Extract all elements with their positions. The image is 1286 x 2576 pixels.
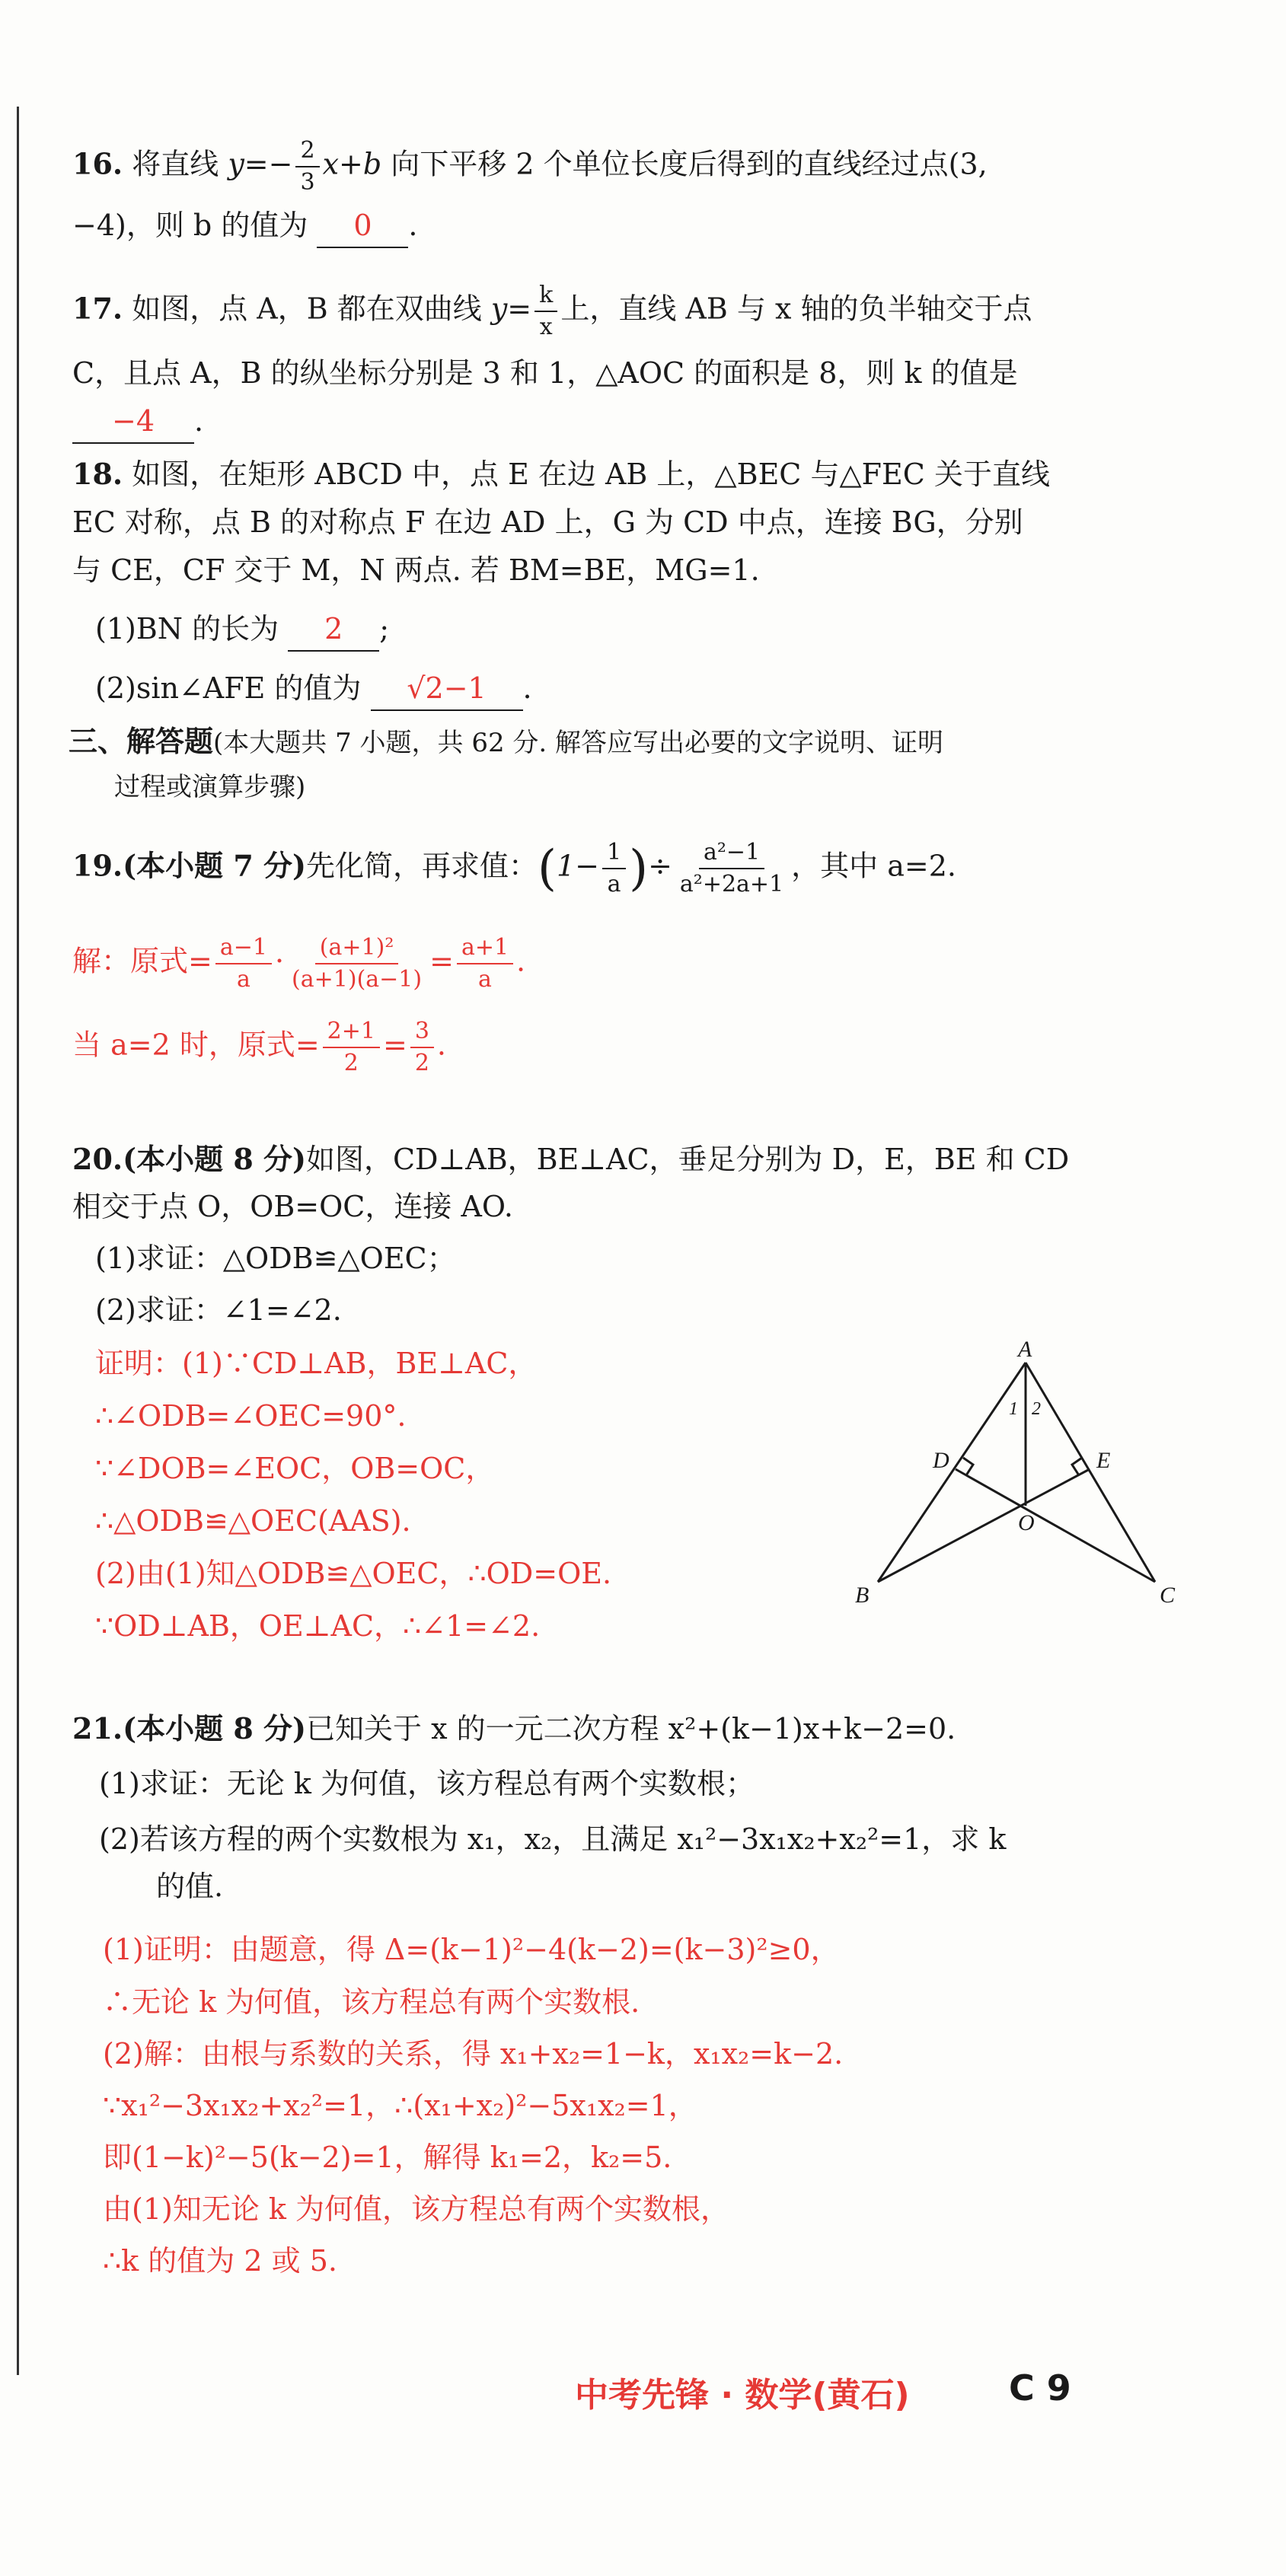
right-angle-E: [1072, 1458, 1082, 1475]
q18-answer-2: √2−1: [371, 667, 523, 711]
q21-sub1: (1)求证：无论 k 为何值，该方程总有两个实数根；: [99, 1767, 755, 1800]
q18-answer-1: 2: [288, 607, 379, 652]
q20-proof-6: ∵OD⊥AB，OE⊥AC，∴∠1=∠2.: [95, 1609, 541, 1643]
q20-triangle-figure: [780, 1340, 1192, 1621]
q21-sol-2: ∴无论 k 为何值，该方程总有两个实数根.: [103, 1985, 640, 2019]
label-O: O: [1018, 1510, 1035, 1535]
page-number: C 9: [1009, 2367, 1071, 2409]
q16-line2: −4)，则 b 的值为 0 .: [72, 204, 418, 248]
q17-line2: C，且点 A，B 的纵坐标分别是 3 和 1，△AOC 的面积是 8，则 k 的值是: [72, 356, 1018, 390]
q17-line3: −4 .: [72, 400, 203, 444]
section3-header: 三、解答题(本大题共 7 小题，共 62 分. 解答应写出必要的文字说明、证明: [69, 724, 944, 758]
q18-number: 18.: [72, 457, 123, 491]
q20-line2: 相交于点 O，OB=OC，连接 AO.: [72, 1190, 513, 1223]
side-AC: [1026, 1363, 1155, 1582]
q20-number: 20.: [72, 1142, 123, 1176]
section3-desc2: 过程或演算步骤): [114, 772, 306, 802]
label-C: C: [1160, 1583, 1176, 1608]
q21-sol-7: ∴k 的值为 2 或 5.: [103, 2244, 337, 2278]
q17-fraction: $\frac{k}{x}$: [535, 280, 557, 343]
q20-proof-5: (2)由(1)知△ODB≌△OEC，∴OD=OE.: [95, 1557, 612, 1590]
left-margin-line: [17, 107, 19, 2375]
q19-line1: 19.(本小题 7 分)先化简，再求值：(1− $\frac{1}{a}$ )÷ $\frac{\text{a²−1}}{\text{a²+2a+1}}$ ，其中 a=2.: [72, 839, 956, 897]
q21-sol-6: 由(1)知无论 k 为何值，该方程总有两个实数根，: [103, 2192, 730, 2226]
q18-line1: 18. 如图，在矩形 ABCD 中，点 E 在边 AB 上，△BEC 与△FEC 关于直线: [72, 457, 1050, 491]
q20-proof-4: ∴△ODB≌△OEC(AAS).: [95, 1504, 411, 1538]
angle-1-label: 1: [1009, 1399, 1018, 1419]
side-AB: [878, 1363, 1026, 1582]
q18-sub1: (1)BN 的长为 2 ;: [95, 607, 389, 652]
label-B: B: [855, 1583, 870, 1608]
q17-number: 17.: [72, 291, 123, 326]
q21-sol-1: (1)证明：由题意，得 Δ=(k−1)²−4(k−2)=(k−3)²≥0，: [103, 1933, 840, 1966]
q16-number: 16.: [72, 146, 123, 181]
q20-proof-1: 证明：(1)∵CD⊥AB，BE⊥AC，: [95, 1347, 538, 1380]
q17-line1: 17. 如图，点 A，B 都在双曲线 y= $\frac{k}{x}$ 上，直线 AB 与 x 轴的负半轴交于点: [72, 280, 1032, 343]
q16-answer: 0: [317, 204, 408, 248]
q19-solution-line1: 解：原式= $\frac{a-1}{a}$ · $\frac{\text{(a+1)²}}{(a+1)(a-1)}$ = $\frac{a+1}{a}$ .: [72, 934, 526, 993]
q21-line1: 21.(本小题 8 分)已知关于 x 的一元二次方程 x²+(k−1)x+k−2=0.: [72, 1711, 956, 1745]
q18-sub2: (2)sin∠AFE 的值为 √2−1 .: [95, 667, 532, 711]
label-D: D: [933, 1448, 949, 1473]
q21-sol-3: (2)解：由根与系数的关系，得 x₁+x₂=1−k，x₁x₂=k−2.: [103, 2037, 844, 2071]
footer-brand: 中考先锋 · 数学(黄石): [575, 2376, 910, 2415]
q21-sub2-cont: 的值.: [156, 1870, 224, 1903]
q21-sub2: (2)若该方程的两个实数根为 x₁，x₂，且满足 x₁²−3x₁x₂+x₂²=1，求 k: [99, 1822, 1007, 1856]
q19-number: 19.: [72, 848, 123, 883]
label-E: E: [1096, 1448, 1111, 1473]
q18-line3: 与 CE，CF 交于 M，N 两点. 若 BM=BE，MG=1.: [72, 553, 760, 587]
q16-line1: 16. 将直线 y=− $\frac{2}{3}$ x+b 向下平移 2 个单位长度后得到的直线经过点(3,: [72, 135, 988, 198]
q20-proof-3: ∵∠DOB=∠EOC，OB=OC，: [95, 1452, 495, 1485]
section3-title: 三、解答题: [69, 724, 214, 758]
q21-sol-5: 即(1−k)²−5(k−2)=1，解得 k₁=2，k₂=5.: [103, 2141, 672, 2174]
q17-answer: −4: [72, 400, 194, 444]
label-A: A: [1018, 1340, 1032, 1362]
q21-sol-4: ∵x₁²−3x₁x₂+x₂²=1，∴(x₁+x₂)²−5x₁x₂=1，: [103, 2089, 697, 2122]
q20-sub2: (2)求证：∠1=∠2.: [95, 1293, 342, 1327]
q20-line1: 20.(本小题 8 分)如图，CD⊥AB，BE⊥AC，垂足分别为 D，E，BE 和 CD: [72, 1142, 1070, 1176]
q21-number: 21.: [72, 1711, 123, 1745]
q20-proof-2: ∴∠ODB=∠OEC=90°.: [95, 1399, 407, 1433]
q16-fraction: $\frac{2}{3}$: [295, 135, 319, 198]
q20-sub1: (1)求证：△ODB≌△OEC；: [95, 1242, 456, 1275]
q18-line2: EC 对称，点 B 的对称点 F 在边 AD 上，G 为 CD 中点，连接 BG，分别: [72, 505, 1023, 539]
q19-solution-line2: 当 a=2 时，原式= $\frac{2+1}{2}$ = $\frac{3}{2}$ .: [72, 1018, 447, 1076]
angle-2-label: 2: [1032, 1399, 1041, 1419]
right-angle-D: [963, 1458, 973, 1475]
